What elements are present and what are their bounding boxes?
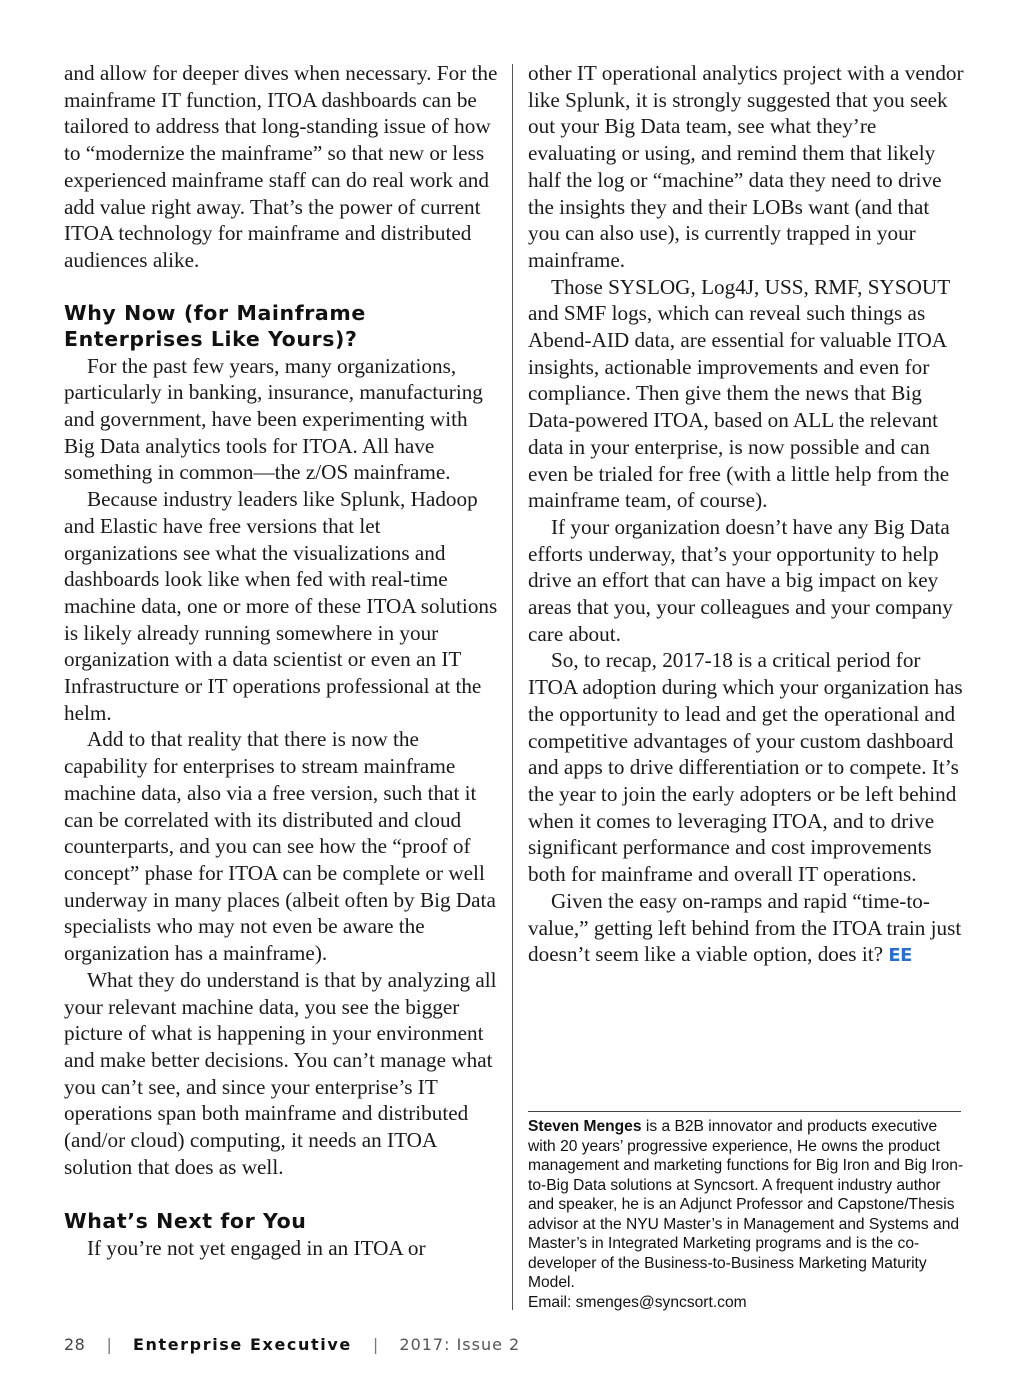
- page-number: 28: [64, 1335, 86, 1354]
- paragraph: other IT operational analytics project with a vendor like Splunk, it is strongly suggested that you seek out your Big Data team, see what they’re evaluating or using, and remind them that likely half the log or “machine” data they need to drive the insights they and their LOBs want (and that you can also use), is currently trapped in your mainframe.: [528, 61, 964, 272]
- section-heading-whats-next: What’s Next for You: [64, 1209, 307, 1234]
- paragraph: Those SYSLOG, Log4J, USS, RMF, SYSOUT and SMF logs, which can reveal such things as Abend-AID data, are essential for valuable ITOA insights, actionable improvements and even for compliance. Then give them the news that Big Data-powered ITOA, based on ALL the relevant data in your enterprise, is now possible and can even be trialed for free (with a little help from the mainframe team, of course).: [528, 274, 950, 513]
- paragraph: Because industry leaders like Splunk, Hadoop and Elastic have free versions that let organizations see what the visualizations and dashboards look like when fed with real-time machine data, one or more of these ITOA solutions is likely already running somewhere in your organization with a data scientist or even an IT Infrastructure or IT operations professional at the helm.: [64, 487, 498, 725]
- left-column: [64, 60, 499, 1262]
- paragraph: What they do understand is that by analyzing all your relevant machine data, you see the bigger picture of what is happening in your environment and make better decisions. You can’t manage what you can’t see, and since your enterprise’s IT operations span both mainframe and distributed (and/or cloud) computing, it needs an ITOA solution that does as well.: [64, 967, 497, 1179]
- end-mark: EE: [888, 945, 912, 967]
- footer-separator: |: [106, 1335, 112, 1354]
- bio-divider: [528, 1111, 961, 1112]
- paragraph: If you’re not yet engaged in an ITOA or: [87, 1235, 426, 1260]
- paragraph: So, to recap, 2017-18 is a critical period for ITOA adoption during which your organization has the opportunity to lead and get the operational and competitive advantages of your custom dashboard and apps to drive differentiation or to compete. It’s the year to join the early adopters or be left behind when it comes to leveraging ITOA, and to drive significant performance and cost improvements both for mainframe and overall IT operations.: [528, 648, 963, 887]
- paragraph-text: Given the easy on-ramps and rapid “time-to-value,” getting left behind from the ITOA train just doesn’t seem like a viable option, does it?: [528, 888, 962, 967]
- paragraph: and allow for deeper dives when necessary. For the mainframe IT function, ITOA dashboards can be tailored to address that long-standing issue of how to “modernize the mainframe” so that new or less experienced mainframe staff can do real work and add value right away. That’s the power of current ITOA technology for mainframe and distributed audiences alike.: [64, 61, 498, 272]
- section-heading-why-now: Why Now (for Mainframe Enterprises Like Yours)?: [64, 300, 366, 352]
- paragraph-final: [528, 888, 964, 970]
- paragraph: For the past few years, many organizations, particularly in banking, insurance, manufacturing and government, have been experimenting with Big Data analytics tools for ITOA. All have something in common—the z/OS mainframe.: [64, 353, 483, 485]
- paragraph: If your organization doesn’t have any Big Data efforts underway, that’s your opportunity to help drive an effort that can have a big impact on key areas that you, your colleagues and your company care about.: [528, 514, 953, 646]
- footer-separator: |: [372, 1335, 379, 1354]
- author-bio-text: is a B2B innovator and products executive with 20 years’ progressive experience, He owns the product management and marketing functions for Big Iron and Big Iron-to-Big Data solutions at Syncsort. A frequent industry author and speaker, he is an Adjunct Professor and Capstone/Thesis advisor at the NYU Master’s in Management and Systems and Master’s in Integrated Marketing programs and is the co-developer of the Business-to-Business Marketing Maturity Model.: [528, 1118, 964, 1291]
- column-divider: [512, 64, 513, 1310]
- author-name: Steven Menges: [528, 1118, 642, 1135]
- magazine-title: Enterprise Executive: [132, 1335, 352, 1354]
- issue-label: 2017: Issue 2: [399, 1335, 521, 1354]
- right-column: [528, 60, 964, 970]
- page-footer: [64, 1334, 520, 1356]
- paragraph: Add to that reality that there is now the capability for enterprises to stream mainframe machine data, also via a free version, such that it can be correlated with its distributed and cloud counterparts, and you can see how the “proof of concept” phase for ITOA can be complete or well underway in many places (albeit often by Big Data specialists who may not even be aware the organization has a mainframe).: [64, 727, 496, 966]
- author-bio: [528, 1117, 968, 1312]
- author-email: Email: smenges@syncsort.com: [528, 1293, 747, 1311]
